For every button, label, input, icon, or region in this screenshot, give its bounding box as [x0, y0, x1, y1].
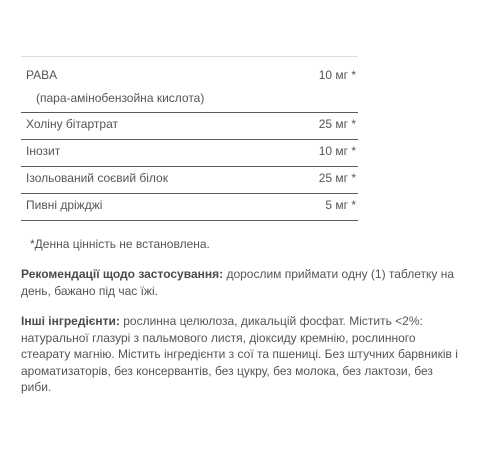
table-row	[21, 56, 358, 113]
recommendations-label: Рекомендації щодо застосування:	[21, 267, 224, 281]
ingredient-name: Пивні дріжджі	[26, 198, 103, 212]
table-row	[21, 194, 358, 221]
ingredient-name: Інозит	[26, 144, 61, 158]
ingredient-description: (пара-амінобензойна кислота)	[36, 91, 205, 105]
table-row	[21, 113, 358, 140]
table-row	[21, 167, 358, 194]
table-row	[21, 140, 358, 167]
daily-value-footnote: *Денна цінність не встановлена.	[30, 237, 210, 251]
other-ingredients-text: рослинна целюлоза, дикальцій фосфат. Містить <2%: натуральної глазурі з пальмового листя, діоксиду кремнію, рослинного стеарату магнію. Містить інгредієнти з сої та пшениці. Без штучних барвників і ароматизаторів, без консервантів, без цукру, без молока, без лактози, без риби.	[21, 314, 458, 394]
ingredient-amount: 10 мг *	[318, 68, 356, 82]
ingredient-name: PABA	[26, 68, 58, 82]
recommendations-paragraph	[21, 266, 461, 299]
other-ingredients-paragraph	[21, 313, 461, 396]
supplement-facts-panel	[21, 56, 471, 394]
ingredient-amount: 25 мг *	[318, 117, 356, 131]
supplement-table	[21, 56, 358, 221]
ingredient-amount: 5 мг *	[325, 198, 356, 212]
other-ingredients-label: Інші інгредієнти:	[21, 314, 120, 328]
recommendations-text: дорослим приймати одну (1) таблетку на день, бажано під час їжі.	[21, 267, 455, 298]
ingredient-name: Холіну бітартрат	[26, 117, 118, 131]
ingredient-amount: 25 мг *	[318, 171, 356, 185]
ingredient-amount: 10 мг *	[318, 144, 356, 158]
ingredient-name: Ізольований соєвий білок	[26, 171, 168, 185]
